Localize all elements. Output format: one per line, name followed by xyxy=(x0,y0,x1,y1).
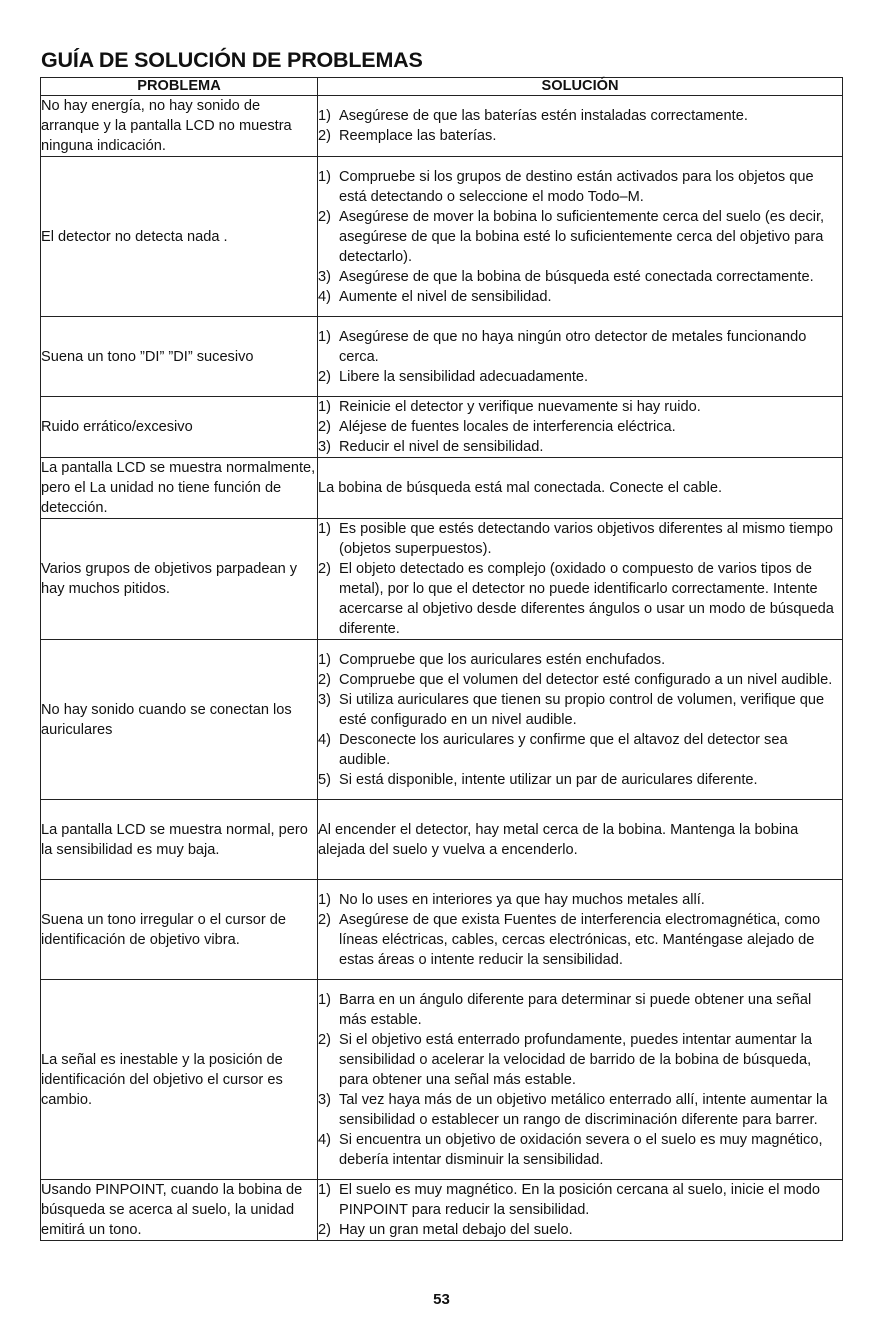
solution-cell xyxy=(318,458,843,519)
solution-item xyxy=(318,327,842,367)
solution-item xyxy=(318,730,842,770)
table-row xyxy=(41,397,843,458)
problem-cell xyxy=(41,519,318,640)
solution-item-text: Asegúrese de mover la bobina lo suficientemente cerca del suelo (es decir, asegúrese de que la bobina esté lo suficientemente cerca del objetivo para detectarlo). xyxy=(339,208,825,265)
solution-item-text: Reinicie el detector y verifique nuevamente si hay ruido. xyxy=(339,399,701,415)
solution-item-text: No lo uses en interiores ya que hay muchos metales allí. xyxy=(339,891,705,908)
solution-item-number: 2) xyxy=(318,208,331,225)
solution-cell xyxy=(318,880,843,980)
solution-item-number: 2) xyxy=(318,419,331,435)
problem-cell xyxy=(41,157,318,317)
solution-cell xyxy=(318,519,843,640)
problem-text: No hay sonido cuando se conectan los auriculares xyxy=(41,701,292,738)
solution-item xyxy=(318,670,842,690)
solution-cell xyxy=(318,1180,843,1241)
solution-item-number: 2) xyxy=(318,1031,331,1048)
solution-item-number: 4) xyxy=(318,731,331,748)
solution-item xyxy=(318,650,842,670)
solution-item xyxy=(318,559,842,639)
solution-item-text: Asegúrese de que la bobina de búsqueda esté conectada correctamente. xyxy=(339,268,814,285)
solution-list xyxy=(318,990,842,1170)
solution-column-header: SOLUCIÓN xyxy=(318,78,843,96)
solution-item-number: 5) xyxy=(318,771,331,788)
solution-item-text: Si utiliza auriculares que tienen su propio control de volumen, verifique que esté configurado en un nivel audible. xyxy=(339,691,825,728)
table-row xyxy=(41,640,843,800)
solution-item-number: 1) xyxy=(318,651,331,668)
solution-item xyxy=(318,167,842,207)
problem-text: La señal es inestable y la posición de identificación del objetivo el cursor es cambio. xyxy=(41,1051,283,1108)
solution-item-text: Reducir el nivel de sensibilidad. xyxy=(339,439,544,455)
solution-item xyxy=(318,437,842,457)
solution-item xyxy=(318,267,842,287)
problem-text: La pantalla LCD se muestra normalmente, pero el La unidad no tiene función de detección. xyxy=(41,460,316,516)
solution-item-text: Si el objetivo está enterrado profundamente, puedes intentar aumentar la sensibilidad o acelerar la velocidad de barrido de la bobina de búsqueda, para obtener una señal más estable. xyxy=(339,1031,812,1088)
solution-item-number: 1) xyxy=(318,399,331,415)
solution-list xyxy=(318,106,842,146)
solution-item xyxy=(318,417,842,437)
solution-item xyxy=(318,287,842,307)
problem-text: Usando PINPOINT, cuando la bobina de búsqueda se acerca al suelo, la unidad emitirá un tono. xyxy=(41,1182,303,1238)
solution-item-text: Desconecte los auriculares y confirme que el altavoz del detector sea audible. xyxy=(339,731,788,768)
solution-item-number: 2) xyxy=(318,1222,331,1238)
solution-text: Al encender el detector, hay metal cerca de la bobina. Mantenga la bobina alejada del suelo y vuelva a encenderlo. xyxy=(318,821,799,858)
problem-text: Suena un tono ”DI” ”DI” sucesivo xyxy=(41,348,254,365)
solution-cell xyxy=(318,317,843,397)
solution-item-number: 1) xyxy=(318,521,331,537)
problem-text: No hay energía, no hay sonido de arranque y la pantalla LCD no muestra ninguna indicación. xyxy=(41,98,292,154)
solution-list xyxy=(318,327,842,387)
solution-item-text: Libere la sensibilidad adecuadamente. xyxy=(339,368,589,385)
problem-cell xyxy=(41,640,318,800)
solution-item-text: Aumente el nivel de sensibilidad. xyxy=(339,288,552,305)
table-body xyxy=(41,96,843,1241)
problem-cell xyxy=(41,317,318,397)
solution-cell xyxy=(318,800,843,880)
solution-item-number: 1) xyxy=(318,991,331,1008)
solution-item-number: 4) xyxy=(318,288,331,305)
problem-cell xyxy=(41,397,318,458)
solution-item xyxy=(318,367,842,387)
solution-item-text: Compruebe que los auriculares estén enchufados. xyxy=(339,651,666,668)
solution-item-text: Asegúrese de que las baterías estén instaladas correctamente. xyxy=(339,108,748,124)
table-header-row xyxy=(41,78,843,96)
problem-cell xyxy=(41,458,318,519)
solution-list xyxy=(318,519,842,639)
solution-item-number: 1) xyxy=(318,108,331,124)
solution-item-number: 3) xyxy=(318,691,331,708)
table-row xyxy=(41,1180,843,1241)
solution-item-number: 1) xyxy=(318,891,331,908)
solution-item-text: Es posible que estés detectando varios objetivos diferentes al mismo tiempo (objetos superpuestos). xyxy=(339,521,834,557)
solution-item xyxy=(318,890,842,910)
solution-item xyxy=(318,910,842,970)
solution-item xyxy=(318,1030,842,1090)
solution-item xyxy=(318,1130,842,1170)
page-number: 53 xyxy=(433,1291,450,1308)
solution-item xyxy=(318,770,842,790)
table-row xyxy=(41,96,843,157)
solution-item-text: El suelo es muy magnético. En la posición cercana al suelo, inicie el modo PINPOINT para reducir la sensibilidad. xyxy=(339,1182,821,1218)
solution-item-text: El objeto detectado es complejo (oxidado o compuesto de varios tipos de metal), por lo que el detector no puede identificarlo correctamente. Intente acercarse al objetivo desde diferentes ángulos o usar un modo de búsqueda diferente. xyxy=(339,561,834,637)
solution-item-number: 2) xyxy=(318,128,331,144)
solution-item-number: 2) xyxy=(318,561,331,577)
solution-text: La bobina de búsqueda está mal conectada. Conecte el cable. xyxy=(318,480,723,496)
page-title: GUÍA DE SOLUCIÓN DE PROBLEMAS xyxy=(41,48,423,72)
solution-item-text: Compruebe que el volumen del detector esté configurado a un nivel audible. xyxy=(339,671,833,688)
solution-item xyxy=(318,1180,842,1220)
table-row xyxy=(41,800,843,880)
solution-cell xyxy=(318,640,843,800)
solution-item-text: Reemplace las baterías. xyxy=(339,128,497,144)
problem-text: Ruido errático/excesivo xyxy=(41,419,193,435)
problem-text: Suena un tono irregular o el cursor de identificación de objetivo vibra. xyxy=(41,911,287,948)
solution-cell xyxy=(318,980,843,1180)
table-row xyxy=(41,519,843,640)
problem-text: La pantalla LCD se muestra normal, pero la sensibilidad es muy baja. xyxy=(41,821,308,858)
problem-column-header: PROBLEMA xyxy=(41,78,318,96)
solution-item-text: Aléjese de fuentes locales de interferencia eléctrica. xyxy=(339,419,676,435)
solution-item-number: 3) xyxy=(318,439,331,455)
table-row xyxy=(41,980,843,1180)
troubleshooting-table xyxy=(40,77,843,1241)
solution-item-text: Asegúrese de que no haya ningún otro detector de metales funcionando cerca. xyxy=(339,328,807,365)
solution-list xyxy=(318,167,842,307)
solution-cell xyxy=(318,96,843,157)
solution-cell xyxy=(318,397,843,458)
solution-list xyxy=(318,397,842,457)
solution-item-number: 1) xyxy=(318,328,331,345)
problem-cell xyxy=(41,800,318,880)
problem-cell xyxy=(41,880,318,980)
solution-item-number: 3) xyxy=(318,1091,331,1108)
solution-item xyxy=(318,397,842,417)
solution-item xyxy=(318,207,842,267)
solution-item xyxy=(318,990,842,1030)
problem-text: El detector no detecta nada . xyxy=(41,228,228,245)
solution-item xyxy=(318,519,842,559)
solution-item-number: 2) xyxy=(318,911,331,928)
solution-item-text: Si está disponible, intente utilizar un par de auriculares diferente. xyxy=(339,771,758,788)
table-row xyxy=(41,458,843,519)
solution-item-text: Tal vez haya más de un objetivo metálico enterrado allí, intente aumentar la sensibilidad o establecer un rango de discriminación diferente para barrer. xyxy=(339,1091,828,1128)
problem-cell xyxy=(41,96,318,157)
solution-item-text: Asegúrese de que exista Fuentes de interferencia electromagnética, como líneas eléctricas, cables, cercas electrónicas, etc. Manténgase alejado de estas áreas o intente reducir la sensibilidad. xyxy=(339,911,821,968)
solution-item-number: 4) xyxy=(318,1131,331,1148)
solution-item-text: Hay un gran metal debajo del suelo. xyxy=(339,1222,573,1238)
solution-item xyxy=(318,126,842,146)
solution-list xyxy=(318,650,842,790)
solution-item xyxy=(318,1220,842,1240)
table-row xyxy=(41,880,843,980)
solution-item xyxy=(318,690,842,730)
solution-list xyxy=(318,890,842,970)
solution-item-number: 1) xyxy=(318,1182,331,1198)
solution-item-number: 2) xyxy=(318,671,331,688)
solution-list xyxy=(318,1180,842,1240)
problem-cell xyxy=(41,1180,318,1241)
problem-text: Varios grupos de objetivos parpadean y hay muchos pitidos. xyxy=(41,561,298,597)
table-row xyxy=(41,317,843,397)
solution-item xyxy=(318,106,842,126)
solution-item-text: Compruebe si los grupos de destino están activados para los objetos que está detectando o seleccione el modo Todo–M. xyxy=(339,168,814,205)
solution-item-number: 1) xyxy=(318,168,331,185)
solution-item-number: 3) xyxy=(318,268,331,285)
problem-cell xyxy=(41,980,318,1180)
solution-item-text: Barra en un ángulo diferente para determinar si puede obtener una señal más estable. xyxy=(339,991,812,1028)
solution-item-text: Si encuentra un objetivo de oxidación severa o el suelo es muy magnético, debería intentar disminuir la sensibilidad. xyxy=(339,1131,823,1168)
solution-item xyxy=(318,1090,842,1130)
table-row xyxy=(41,157,843,317)
solution-item-number: 2) xyxy=(318,368,331,385)
solution-cell xyxy=(318,157,843,317)
